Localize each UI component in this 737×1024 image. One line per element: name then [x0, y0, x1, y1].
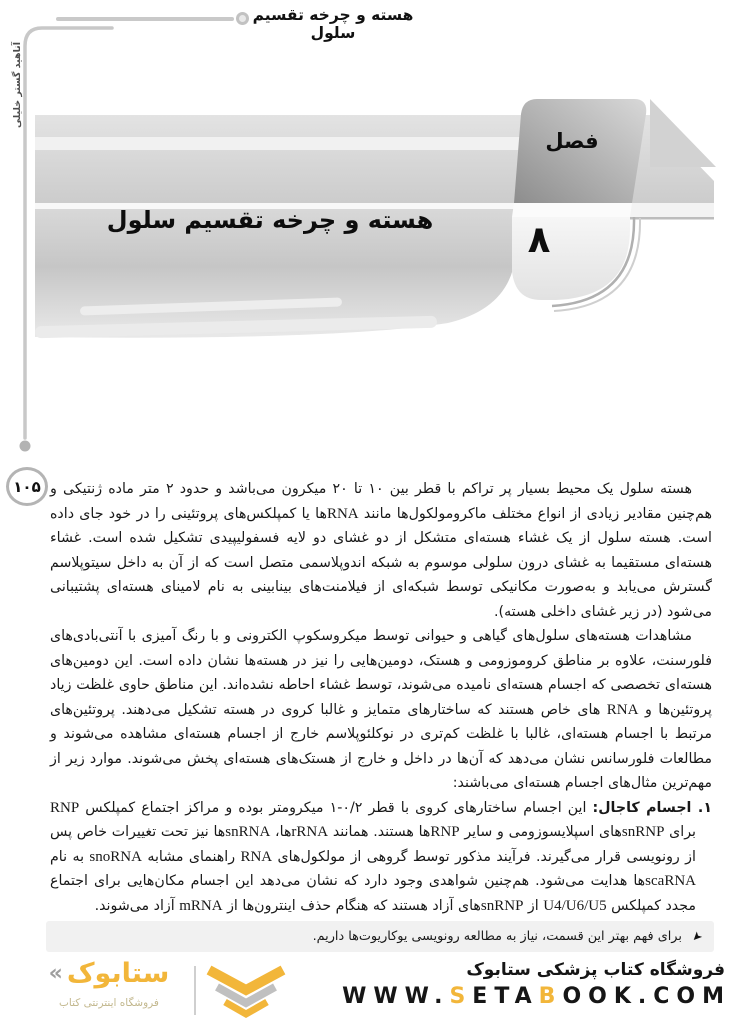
setabook-chevron-logo-icon [204, 962, 288, 1020]
chapter-number: ۸ [527, 218, 551, 261]
body-paragraph: ۱. اجسام کاجال: این اجسام ساختارهای کروی با قطر ۰/۲-۱ میکرومتر بوده و مراکز اجتماع کمپلکس RNP برای snRNPهای اسپلایسوزومی و سایر RNPها هستند. همانند rRNAها، snRNAها نیز تحت تغییرات خاص پس از رونویسی قرار می‌گیرند. فرآیند مذکور توسط گروهی از مولکول‌های RNA راهنمای مشابه snoRNA به نام scaRNAها هدایت می‌شود. هم‌چنین شواهدی وجود دارد که نشان می‌دهد این اجسام مکان‌هایی برای اجتماع مجدد کمپلکس U4/U6/U5 از snRNPهای آزاد هستند که هنگام حذف اینترون‌ها از mRNA آزاد می‌شوند. [50, 799, 712, 914]
logo-divider [194, 966, 196, 1015]
running-title: هسته و چرخه تقسیم سلول [252, 6, 414, 42]
url-rest: OOK.COM [562, 984, 731, 1009]
logo-guillemet-icon: « [48, 961, 63, 987]
url-eta: ETA [472, 984, 539, 1009]
publisher-watermark: آناهید گستر خلیلی [12, 42, 23, 129]
url-b-accent: B [538, 984, 563, 1009]
url-s-accent: S [449, 984, 473, 1009]
page-number-badge [6, 467, 48, 506]
body-paragraph: هسته سلول یک محیط بسیار پر تراکم با قطر بین ۱۰ تا ۲۰ میکرون می‌باشد و حدود ۲ متر ماده ژنتیکی و هم‌چنین مقادیر زیادی از انواع مختلف ماکرومولکول‌ها مانند RNAها یا کمپلکس‌های پروتئینی را در خود جای داده است. هسته سلول از یک غشاء هسته‌ای متشکل از دو غشای دو لایه فسفولیپیدی تشکیل شده است. غشاء هسته‌ای مستقیما به غشای درون سلولی موسوم به شبکه اندوپلاسمی متصل است که از آن به داخل سیتوپلاسم گسترش می‌یابد و به‌صورت مکانیکی توسط شبکه‌ای از فیلامنت‌های بینابینی به نام لامینای هسته‌ای پشتیبانی می‌شود (در زیر غشای داخلی هسته). [50, 481, 712, 620]
logo-wordmark-row [28, 958, 190, 990]
footnote-bar [46, 921, 714, 952]
body-text [50, 477, 712, 918]
logo-tagline: فروشگاه اینترنتی کتاب [59, 997, 159, 1009]
logo-wordmark: ستابوک [66, 958, 170, 989]
footnote-text: برای فهم بهتر این قسمت، نیاز به مطالعه رونویسی یوکاریوت‌ها داریم. [312, 929, 682, 944]
store-title: فروشگاه کتاب پزشکی ستابوک [466, 960, 725, 980]
body-paragraph: مشاهدات هسته‌های سلول‌های گیاهی و حیوانی توسط میکروسکوپ الکترونی و با رنگ آمیزی با آنتی‌بادی‌های فلورسنت، علاوه بر مناطق کروموزومی و هستک، دومین‌هایی را نیز در هسته‌ها نشان داده است. این دومین‌های هسته‌ای تخصصی که اجسام هسته‌ای نامیده می‌شوند، توسط غشاء احاطه نشده‌اند. این مناطق حاوی غلظت زیاد پروتئین‌ها و RNA های خاص هستند که ساختارهای متمایز و غالبا کروی در هسته تشکیل می‌دهند. پروتئین‌های مرتبط با اجسام هسته‌ای، غالبا با غلظت کم‌تری در نوکلئوپلاسم خارج از اجسام هسته‌ای مشاهده می‌شوند و مطالعات فلورسانس نشان می‌دهد که آن‌ها در داخل و خارج از هستک‌های هسته‌ای پخش می‌شوند. موارد زیر از مهم‌ترین مثال‌های اجسام هسته‌ای می‌باشند: [50, 628, 713, 791]
url-www: WWW. [342, 984, 450, 1009]
header-rule-dot-icon [236, 12, 249, 25]
footnote-arrow-marker-icon: ➤ [688, 927, 706, 946]
chapter-title: هسته و چرخه تقسیم سلول [106, 206, 434, 234]
store-url [301, 984, 731, 1009]
chapter-label: فصل [545, 129, 599, 153]
page-number: ۱۰۵ [13, 477, 41, 496]
